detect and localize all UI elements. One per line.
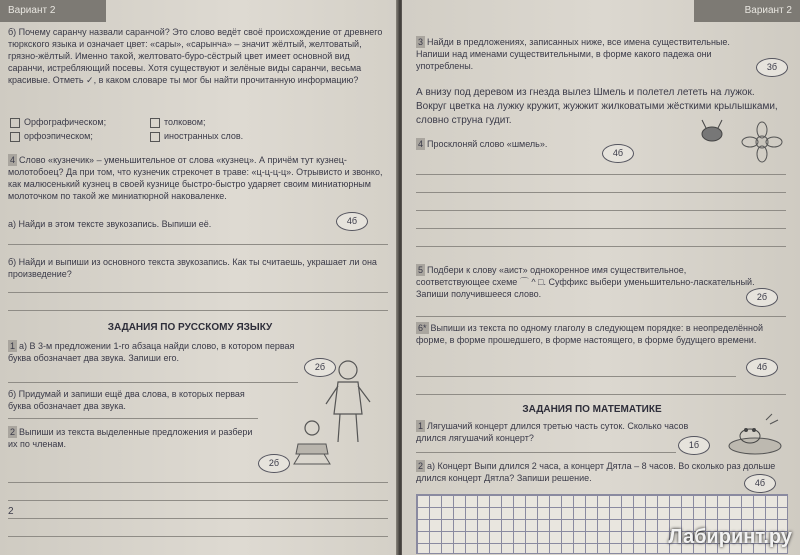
- score-badge: 2б: [304, 358, 336, 377]
- question-4-text: [8, 154, 388, 202]
- answer-line[interactable]: [416, 174, 786, 175]
- score-badge: 2б: [258, 454, 290, 473]
- question-6-body: Выпиши из текста по одному глаголу в следующем порядке: в неопределённой форме, в форме прошедшего, в форме настоящего, в форме будущего времени.: [416, 323, 764, 345]
- answer-line[interactable]: [8, 418, 258, 419]
- russian-section-title: ЗАДАНИЯ ПО РУССКОМУ ЯЗЫКУ: [107, 322, 273, 333]
- checkbox-orthographic[interactable]: [10, 118, 20, 128]
- right-page: [402, 0, 800, 555]
- russian-task-1-number: 1: [10, 341, 16, 351]
- question-4-body: Слово «кузнечик» – уменьшительное от слова «кузнец». А причём тут кузнец-молотобоец? Да при том, что кузнечик стрекочет в траве: «ц-ц-ц-ц». Отрывисто и звонко, как малюсенький кузнец в своей кузнице быстро-быстро ударяет своим миниатюрным молоточком по такой же миниатюрной наковаленке.: [8, 155, 383, 201]
- dict-option-2: толковом;: [164, 117, 206, 127]
- russian-task-2-number: 2: [10, 427, 16, 437]
- question-6b-text: б) Почему саранчу назвали саранчой? Это слово ведёт своё происхождение от древнего тюркского языка и означает цвет: «сары», «сарынча» – значит жёлтый, желтоватый, грязно-жёлтый. Именно такой, желтовато-буро-сёстрый цвет имеет основной вид саранчи, истребляющий посевы. Хотя существуют и зелёные виды саранчи, весьма красивые. Отметь ✓, в каком словаре ты мог бы найти прочитанную информацию?: [8, 27, 383, 85]
- variant-header: Вариант 2: [0, 0, 106, 22]
- score-badge: 1б: [678, 436, 710, 455]
- russian-task-1-text: [8, 340, 298, 364]
- answer-line[interactable]: [416, 452, 676, 453]
- score-badge: 4б: [602, 144, 634, 163]
- question-5-text: [416, 264, 756, 300]
- answer-line[interactable]: [8, 500, 388, 501]
- score-badge: 4б: [336, 212, 368, 231]
- question-4a-text: а) Найди в этом тексте звукозапись. Выпиши её.: [8, 219, 212, 229]
- story-text: А внизу под деревом из гнезда вылез Шмель и полетел лететь на лужок. Вокруг цветка на лужку кружит, жужжит жилковатыми жёсткими крылышками, словно струна гудит.: [416, 87, 778, 126]
- answer-line[interactable]: [8, 310, 388, 311]
- question-6-text: [416, 322, 786, 346]
- math-section-title: ЗАДАНИЯ ПО МАТЕМАТИКЕ: [522, 404, 662, 415]
- score-badge: 4б: [744, 474, 776, 493]
- answer-line[interactable]: [416, 228, 786, 229]
- answer-line[interactable]: [416, 316, 786, 317]
- checkbox-orthoepic[interactable]: [10, 132, 20, 142]
- math-task-1-text: [416, 420, 716, 444]
- question-4-number: 4: [10, 155, 16, 165]
- bumblebee-flower-illustration: [692, 114, 792, 164]
- question-5-body: Подбери к слову «аист» однокоренное имя существительное, соответствующее схеме ⌒ ^ □. Суффикс выбери уменьшительно-ласкательный. Запиши получившееся слово.: [416, 265, 755, 299]
- answer-line[interactable]: [8, 518, 388, 519]
- question-4-body: Просклоняй слово «шмель».: [427, 139, 548, 149]
- score-badge: 3б: [756, 58, 788, 77]
- math-task-1-number: 1: [418, 421, 424, 431]
- answer-line[interactable]: [8, 536, 388, 537]
- dict-option-4: иностранных слов.: [164, 131, 244, 141]
- variant-header: Вариант 2: [694, 0, 800, 22]
- question-3-body: Найди в предложениях, записанных ниже, все имена существительные. Напиши над именами существительными, в форме какого падежа они употреблены.: [416, 37, 730, 71]
- question-4-number: 4: [418, 139, 424, 149]
- math-task-2-text: [416, 460, 786, 484]
- answer-line[interactable]: [8, 244, 388, 245]
- dict-option-3: орфоэпическом;: [24, 131, 93, 141]
- answer-line[interactable]: [416, 246, 786, 247]
- math-task-2-body: а) Концерт Выпи длился 2 часа, а концерт Дятла – 8 часов. Во сколько раз дольше длился концерт Дятла? Запиши решение.: [416, 461, 776, 483]
- answer-line[interactable]: [8, 482, 388, 483]
- left-page: [0, 0, 398, 555]
- frog-concert-illustration: [720, 410, 790, 460]
- question-3-number: 3: [418, 37, 424, 47]
- math-task-1-body: Лягушачий концерт длился третью часть суток. Сколько часов длился лягушачий концерт?: [416, 421, 689, 443]
- reading-boy-illustration: [288, 418, 338, 468]
- math-task-2-number: 2: [418, 461, 424, 471]
- page-number: 2: [8, 506, 14, 517]
- answer-line[interactable]: [416, 192, 786, 193]
- question-6-number: 6*: [418, 323, 427, 333]
- answer-line[interactable]: [416, 210, 786, 211]
- russian-task-1-body: а) В 3-м предложении 1-го абзаца найди слово, в котором первая буква обозначает два звука. Запиши его.: [8, 341, 295, 363]
- score-badge: 4б: [746, 358, 778, 377]
- dict-option-1: Орфографическом;: [24, 117, 107, 127]
- checkbox-explanatory[interactable]: [150, 118, 160, 128]
- watermark: Лабиринт.ру: [668, 526, 792, 548]
- russian-task-2-text: [8, 426, 258, 450]
- question-3-text: [416, 36, 756, 72]
- question-4b-text: б) Найди и выпиши из основного текста звукозапись. Как ты считаешь, украшает ли она произведение?: [8, 257, 377, 279]
- question-5-number: 5: [418, 265, 424, 275]
- checkbox-foreign-words[interactable]: [150, 132, 160, 142]
- score-badge: 2б: [746, 288, 778, 307]
- answer-line[interactable]: [416, 394, 786, 395]
- answer-line[interactable]: [416, 376, 736, 377]
- russian-task-1b-text: б) Придумай и запиши ещё два слова, в которых первая буква обозначает два звука.: [8, 389, 245, 411]
- answer-line[interactable]: [8, 292, 388, 293]
- answer-line[interactable]: [8, 382, 298, 383]
- russian-task-2-body: Выпиши из текста выделенные предложения и разбери их по членам.: [8, 427, 253, 449]
